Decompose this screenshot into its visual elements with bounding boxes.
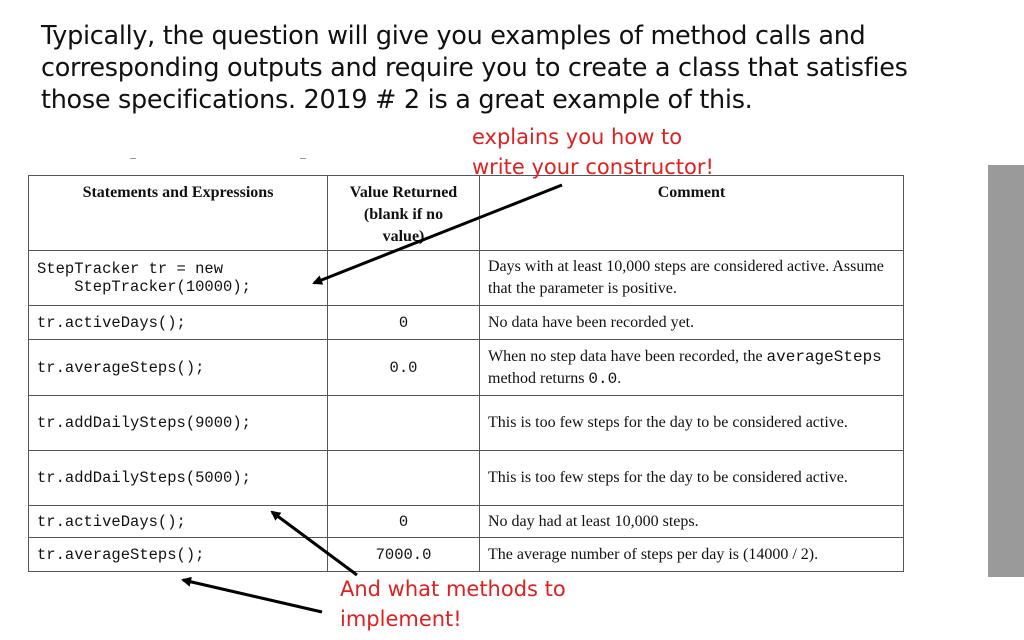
comment-code: averageSteps — [766, 347, 882, 366]
value-cell: 0.0 — [328, 340, 480, 396]
comment-text: When no step data have been recorded, the — [488, 347, 767, 365]
comment-text: . — [617, 369, 622, 387]
annotation-line: And what methods to — [340, 577, 566, 601]
comment-text: method returns — [488, 369, 589, 387]
header-value-line-1: Value Returned — [349, 184, 458, 201]
scrollbar[interactable] — [988, 165, 1024, 577]
annotation-line: write your constructor! — [472, 155, 714, 179]
statement-cell: tr.averageSteps(); — [29, 340, 328, 396]
comment-cell: No day had at least 10,000 steps. — [480, 506, 904, 538]
header-comment: Comment — [480, 176, 904, 251]
statement-cell: tr.addDailySteps(9000); — [29, 396, 328, 451]
comment-cell: This is too few steps for the day to be considered active. — [480, 451, 904, 506]
arrow-to-average-steps — [183, 580, 322, 612]
intro-line-2: corresponding outputs and require you to create a class that satisfies — [41, 53, 908, 83]
comment-cell: No data have been recorded yet. — [480, 306, 904, 340]
statement-cell: tr.addDailySteps(5000); — [29, 451, 328, 506]
statement-cell: tr.activeDays(); — [29, 506, 328, 538]
annotation-line: implement! — [340, 607, 462, 631]
value-cell: 0 — [328, 506, 480, 538]
intro-line-1: Typically, the question will give you examples of method calls and — [41, 21, 866, 51]
statement-cell: tr.activeDays(); — [29, 306, 328, 340]
header-value-line-2: (blank if no — [363, 206, 444, 223]
value-cell: 0 — [328, 306, 480, 340]
comment-cell: This is too few steps for the day to be considered active. — [480, 396, 904, 451]
comment-cell: The average number of steps per day is (14000 / 2). — [480, 538, 904, 572]
comment-code: 0.0 — [588, 369, 618, 388]
statement-cell: tr.averageSteps(); — [29, 538, 328, 572]
header-value-line-3: value) — [382, 228, 425, 245]
header-statements: Statements and Expressions — [29, 176, 328, 251]
comment-cell: Days with at least 10,000 steps are considered active. Assume that the parameter is positive. — [480, 251, 904, 306]
intro-line-3: those specifications. 2019 # 2 is a great example of this. — [41, 85, 753, 115]
annotation-line: explains you how to — [472, 125, 683, 149]
statement-cell: StepTracker tr = new StepTracker(10000); — [29, 251, 328, 306]
value-cell: 7000.0 — [328, 538, 480, 572]
arrow-to-constructor — [314, 185, 562, 283]
arrow-to-active-days — [272, 512, 357, 575]
